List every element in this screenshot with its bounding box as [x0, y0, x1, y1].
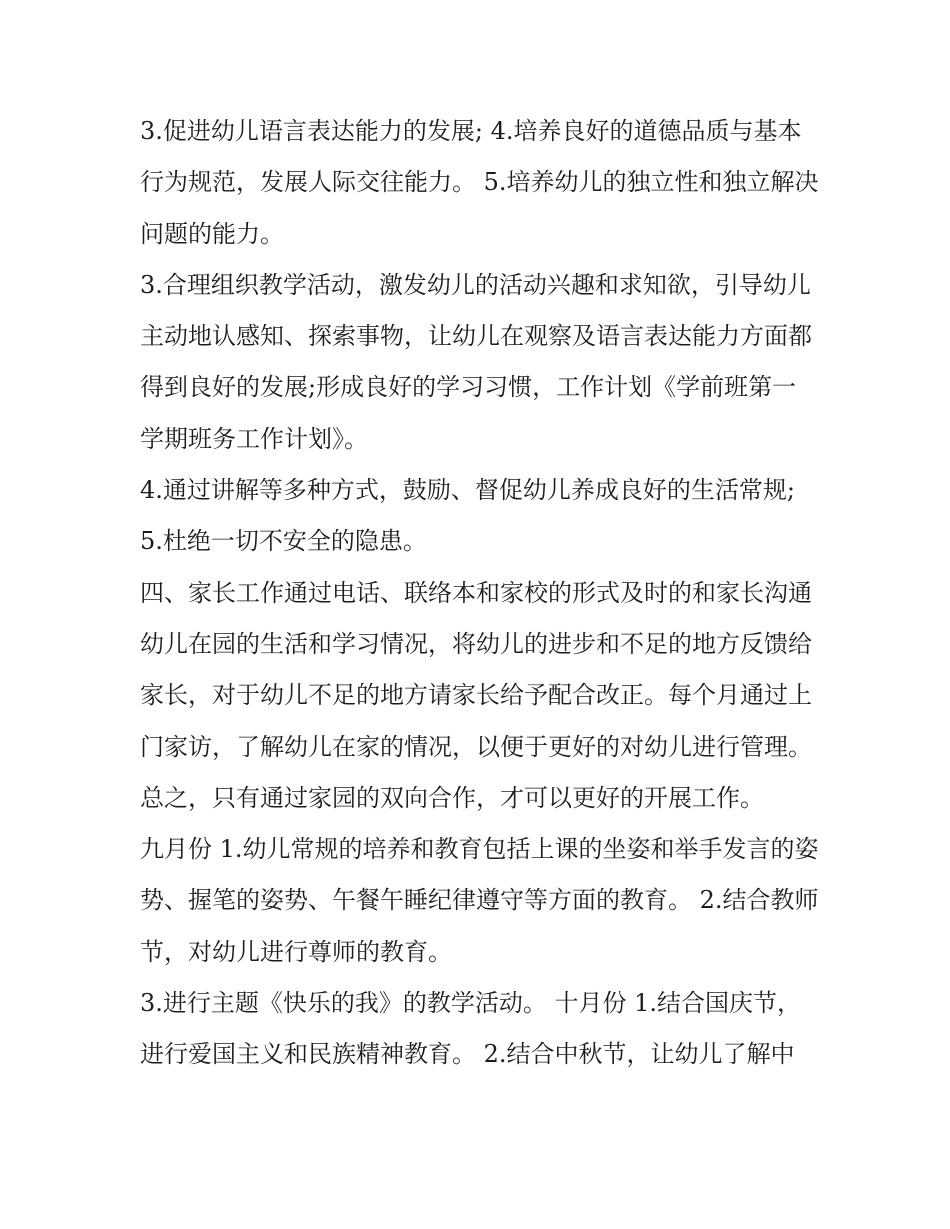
paragraph-daily-routine: 4.通过讲解等多种方式，鼓励、督促幼儿养成良好的生活常规; 5.杜绝一切不安全的隐患。	[140, 476, 795, 556]
paragraph-goals: 3.促进幼儿语言表达能力的发展; 4.培养良好的道德品质与基本行为规范，发展人际交往能力。 5.培养幼儿的独立性和独立解决问题的能力。	[140, 117, 819, 248]
paragraph-september: 九月份 1.幼儿常规的培养和教育包括上课的坐姿和举手发言的姿势、握笔的姿势、午餐午睡纪律遵守等方面的教育。 2.结合教师节，对幼儿进行尊师的教育。	[140, 835, 819, 966]
paragraph-parent-work: 四、家长工作通过电话、联络本和家校的形式及时的和家长沟通幼儿在园的生活和学习情况，将幼儿的进步和不足的地方反馈给家长，对于幼儿不足的地方请家长给予配合改正。每个月通过上门家访，了解幼儿在家的情况，以便于更好的对幼儿进行管理。总之，只有通过家园的双向合作，才可以更好的开展工作。	[140, 578, 812, 812]
paragraph-october: 3.进行主题《快乐的我》的教学活动。 十月份 1.结合国庆节，进行爱国主义和民族精神教育。 2.结合中秋节，让幼儿了解中	[140, 989, 802, 1069]
document-body	[140, 106, 820, 1081]
paragraph-teaching-activities: 3.合理组织教学活动，激发幼儿的活动兴趣和求知欲，引导幼儿主动地认感知、探索事物，让幼儿在观察及语言表达能力方面都得到良好的发展;形成良好的学习习惯，工作计划《学前班第一学期班务工作计划》。	[140, 270, 812, 453]
